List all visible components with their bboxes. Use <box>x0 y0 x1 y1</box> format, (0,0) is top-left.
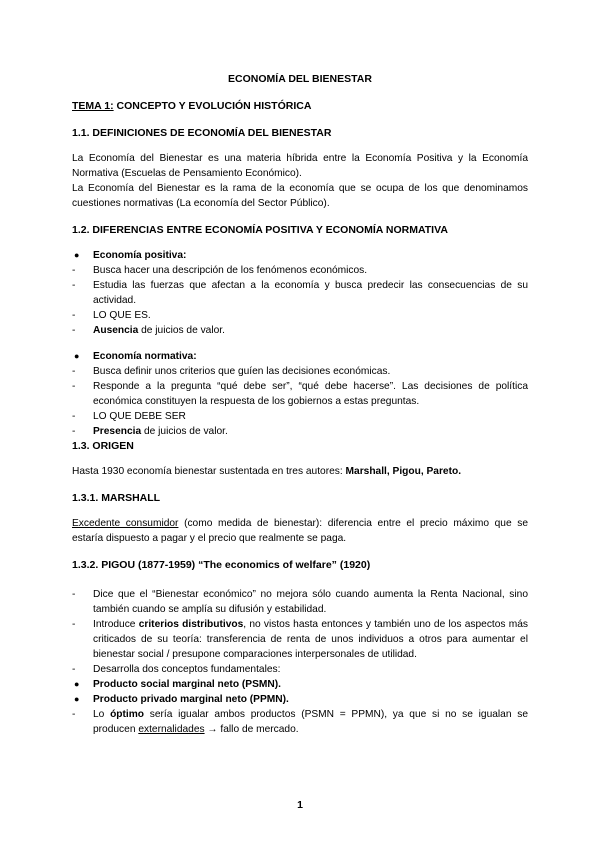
dash-marker: - <box>72 664 76 675</box>
list-item <box>72 707 528 737</box>
list-item-text: Busca hacer una descripción de los fenómenos económicos. <box>93 265 368 276</box>
dash-marker: - <box>72 709 76 720</box>
definition-paragraph-1: La Economía del Bienestar es una materia híbrida entre la Economía Positiva y la Economía Normativa (Escuelas de Pensamiento Económico). <box>72 153 528 179</box>
list-item <box>72 692 528 707</box>
tema-heading <box>72 99 528 114</box>
list-item-text: Producto social marginal neto (PSMN). <box>93 679 281 690</box>
list-item-bold: óptimo <box>110 709 145 720</box>
list-item-text: sería igualar ambos productos (PSMN = PPMN), ya que si no se igualan se producen <box>93 709 528 735</box>
normative-economy-list <box>72 349 528 439</box>
list-item <box>72 409 528 424</box>
list-item-text: → fallo de mercado. <box>204 724 299 735</box>
list-item <box>72 364 528 379</box>
normative-title: Economía normativa: <box>93 351 197 362</box>
marshall-paragraph <box>72 516 528 546</box>
document-title: ECONOMÍA DEL BIENESTAR <box>228 73 372 85</box>
tema-text: CONCEPTO Y EVOLUCIÓN HISTÓRICA <box>113 100 312 112</box>
page-number: 1 <box>297 799 303 811</box>
list-item-bold: Presencia <box>93 426 142 437</box>
list-item <box>72 677 528 692</box>
list-item <box>72 248 528 263</box>
bullet-dot-icon: ● <box>74 351 80 361</box>
section-1-3-heading: 1.3. ORIGEN <box>72 440 134 452</box>
list-item <box>72 308 528 323</box>
list-item-text: Busca definir unos criterios que guíen las decisiones económicas. <box>93 366 391 377</box>
list-item-bold: Ausencia <box>93 325 139 336</box>
list-item <box>72 278 528 308</box>
dash-marker: - <box>72 381 76 392</box>
dash-marker: - <box>72 589 76 600</box>
list-item <box>72 587 528 617</box>
positive-title: Economía positiva: <box>93 250 187 261</box>
list-item-text: LO QUE ES. <box>93 310 151 321</box>
origin-authors: Marshall, Pigou, Pareto. <box>345 466 462 477</box>
list-item-text: , no vistos hasta entonces y también uno de los aspectos más criticados de su teoría: transferencia de renta de unos individuos a otros para aumentar el bienestar social / presupone comparaciones interpersonales de utilidad. <box>93 619 528 660</box>
list-item-text: Responde a la pregunta “qué debe ser”, “qué debe hacerse”. Las decisiones de política económica constituyen la respuesta de los gobiernos a estas preguntas. <box>93 381 528 407</box>
externalities-term: externalidades <box>138 724 205 735</box>
list-item <box>72 662 528 677</box>
dash-marker: - <box>72 426 76 437</box>
list-item-bold: criterios distributivos <box>138 619 244 630</box>
document-page <box>72 66 528 737</box>
list-item <box>72 349 528 364</box>
list-item-text: Dice que el “Bienestar económico” no mejora sólo cuando aumenta la Renta Nacional, sino también cuando se amplía su difusión y estabilidad. <box>93 589 528 615</box>
section-1-1-heading: 1.1. DEFINICIONES DE ECONOMÍA DEL BIENESTAR <box>72 127 332 139</box>
dash-marker: - <box>72 280 76 291</box>
list-item <box>72 379 528 409</box>
list-item <box>72 323 528 338</box>
list-item <box>72 263 528 278</box>
list-item-text: LO QUE DEBE SER <box>93 411 186 422</box>
section-1-3-1-heading: 1.3.1. MARSHALL <box>72 492 161 504</box>
section-1-3-2-heading: 1.3.2. PIGOU (1877-1959) “The economics of welfare” (1920) <box>72 559 371 571</box>
consumer-surplus-term: Excedente consumidor <box>72 518 179 529</box>
dash-marker: - <box>72 265 76 276</box>
list-item-text: Lo <box>93 709 111 720</box>
bullet-dot-icon: ● <box>74 694 80 704</box>
origin-paragraph <box>72 464 528 479</box>
origin-text: Hasta 1930 economía bienestar sustentada en tres autores: <box>72 466 346 477</box>
list-item <box>72 617 528 662</box>
list-item-text: Producto privado marginal neto (PPMN). <box>93 694 289 705</box>
dash-marker: - <box>72 366 76 377</box>
list-item-text: Introduce <box>93 619 139 630</box>
definition-paragraph-2: La Economía del Bienestar es la rama de la economía que se ocupa de los que denominamos cuestiones normativas (La economía del Sector Público). <box>72 183 528 209</box>
list-item-text: Estudia las fuerzas que afectan a la economía y busca predecir las consecuencias de su actividad. <box>93 280 528 306</box>
list-item-text: de juicios de valor. <box>138 325 225 336</box>
list-item <box>72 424 528 439</box>
positive-economy-list <box>72 248 528 338</box>
bullet-dot-icon: ● <box>74 679 80 689</box>
list-item-text: Desarrolla dos conceptos fundamentales: <box>93 664 281 675</box>
list-item-text: de juicios de valor. <box>141 426 228 437</box>
dash-marker: - <box>72 411 76 422</box>
marshall-text: (como medida de bienestar): diferencia entre el precio máximo que se estaría dispuesto a pagar y el precio que realmente se paga. <box>72 518 528 544</box>
dash-marker: - <box>72 310 76 321</box>
bullet-dot-icon: ● <box>74 250 80 260</box>
dash-marker: - <box>72 325 76 336</box>
tema-label: TEMA 1: <box>72 100 114 112</box>
section-1-2-heading: 1.2. DIFERENCIAS ENTRE ECONOMÍA POSITIVA Y ECONOMÍA NORMATIVA <box>72 224 448 236</box>
pigou-list <box>72 587 528 737</box>
dash-marker: - <box>72 619 76 630</box>
